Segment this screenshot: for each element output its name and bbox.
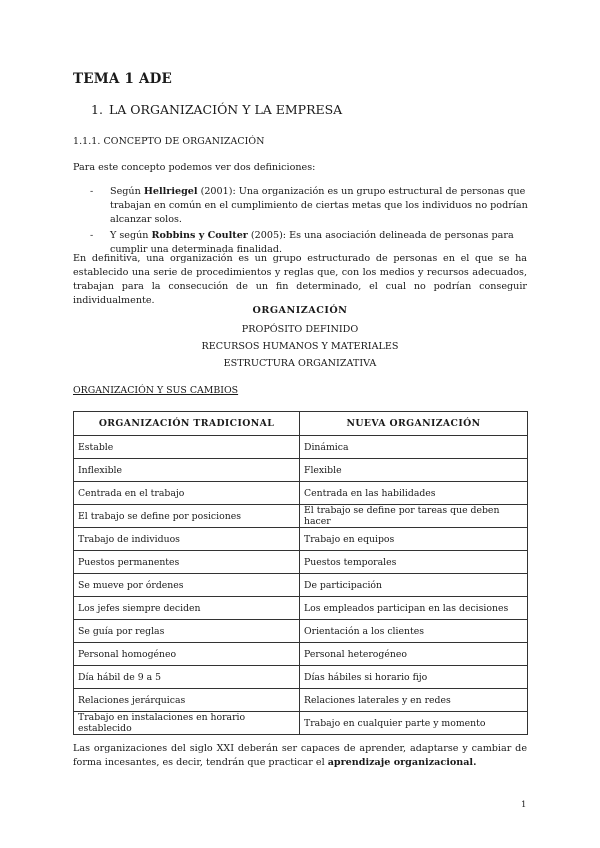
new-cell: Orientación a los clientes	[300, 620, 528, 643]
organization-line: ESTRUCTURA ORGANIZATIVA	[223, 358, 377, 369]
new-cell: Relaciones laterales y en redes	[300, 689, 528, 712]
table-row	[74, 551, 528, 574]
key-term: aprendizaje organizacional.	[327, 757, 477, 768]
bullet-dash: -	[90, 230, 94, 241]
definition-list	[90, 185, 530, 259]
traditional-cell: Se mueve por órdenes	[74, 574, 300, 597]
traditional-cell: Relaciones jerárquicas	[74, 689, 300, 712]
table-body	[74, 436, 528, 735]
new-cell: Los empleados participan en las decisiones	[300, 597, 528, 620]
section-number: 1.	[91, 102, 103, 117]
document-title: TEMA 1 ADE	[73, 71, 173, 87]
list-item: - Según Hellriegel (2001): Una organización es un grupo estructural de personas que trabajan en común en el cumplimiento de ciertas metas que los individuos no podrían alcanzar solos.	[90, 186, 528, 225]
closing-paragraph: Las organizaciones del siglo XXI deberán ser capaces de aprender, adaptarse y cambiar de forma incesantes, es decir, tendrán que practicar el aprendizaje organizacional.	[73, 743, 527, 768]
new-cell: Flexible	[300, 459, 528, 482]
traditional-cell: Personal homogéneo	[74, 643, 300, 666]
new-cell: Centrada en las habilidades	[300, 482, 528, 505]
organization-line: PROPÓSITO DEFINIDO	[241, 324, 359, 335]
table-row	[74, 620, 528, 643]
page-number: 1	[521, 800, 527, 810]
table-row	[74, 505, 528, 528]
table-row	[74, 689, 528, 712]
section-title: LA ORGANIZACIÓN Y LA EMPRESA	[109, 102, 343, 117]
intro-paragraph: Para este concepto podemos ver dos definiciones:	[73, 162, 316, 173]
column-header: NUEVA ORGANIZACIÓN	[300, 412, 528, 436]
author-name: Hellriegel	[143, 186, 198, 197]
traditional-cell: Los jefes siempre deciden	[74, 597, 300, 620]
subsection-heading: 1.1.1. CONCEPTO DE ORGANIZACIÓN	[73, 136, 265, 147]
table-row	[74, 597, 528, 620]
author-name: Robbins y Coulter	[151, 230, 248, 241]
traditional-cell: Se guía por reglas	[74, 620, 300, 643]
section-heading	[91, 102, 342, 117]
traditional-cell: Trabajo en instalaciones en horario establecido	[74, 712, 300, 735]
comparison-table	[73, 411, 528, 735]
table-row	[74, 574, 528, 597]
table-row	[74, 459, 528, 482]
traditional-cell: Puestos permanentes	[74, 551, 300, 574]
table-row	[74, 482, 528, 505]
table-row	[74, 528, 528, 551]
definition-paragraph: En definitiva, una organización es un grupo estructurado de personas en el que se ha establecido una serie de procedimientos y reglas que, con los medios y recursos adecuados, trabajan para la consecución de un fin determinado, el cual no podrían conseguir individualmente.	[73, 253, 527, 306]
table-row	[74, 666, 528, 689]
table-row	[74, 643, 528, 666]
new-cell: Puestos temporales	[300, 551, 528, 574]
new-cell: Días hábiles si horario fijo	[300, 666, 528, 689]
new-cell: Dinámica	[300, 436, 528, 459]
column-header: ORGANIZACIÓN TRADICIONAL	[74, 412, 300, 436]
new-cell: Trabajo en cualquier parte y momento	[300, 712, 528, 735]
organization-heading: ORGANIZACIÓN	[252, 305, 348, 316]
traditional-cell: Inflexible	[74, 459, 300, 482]
traditional-cell: Centrada en el trabajo	[74, 482, 300, 505]
traditional-cell: Trabajo de individuos	[74, 528, 300, 551]
table-row	[74, 712, 528, 735]
changes-heading: ORGANIZACIÓN Y SUS CAMBIOS	[73, 385, 239, 396]
new-cell: De participación	[300, 574, 528, 597]
new-cell: Personal heterogéneo	[300, 643, 528, 666]
new-cell: Trabajo en equipos	[300, 528, 528, 551]
traditional-cell: Día hábil de 9 a 5	[74, 666, 300, 689]
new-cell: El trabajo se define por tareas que deben hacer	[300, 505, 528, 528]
table-row	[74, 436, 528, 459]
traditional-cell: Estable	[74, 436, 300, 459]
organization-line: RECURSOS HUMANOS Y MATERIALES	[201, 341, 399, 352]
list-item: - Y según Robbins y Coulter (2005): Es una asociación delineada de personas para cumplir una determinada finalidad.	[90, 230, 514, 255]
table-header-row	[74, 412, 528, 436]
bullet-dash: -	[90, 186, 94, 197]
traditional-cell: El trabajo se define por posiciones	[74, 505, 300, 528]
